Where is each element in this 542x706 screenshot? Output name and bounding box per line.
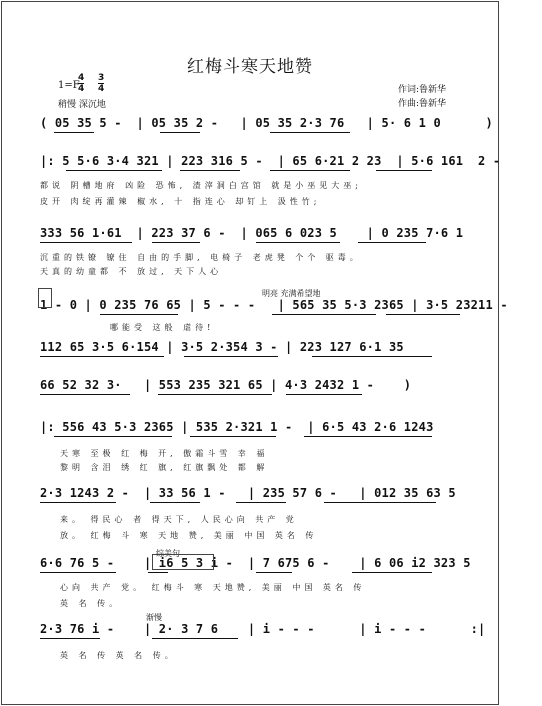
underline bbox=[40, 242, 132, 243]
song-title: 红梅斗寒天地赞 bbox=[187, 57, 313, 77]
time-signature-second: 3 4 bbox=[98, 73, 105, 94]
notation-line-4: 1 - 0 | 0 235 76 65 | 5 - - - | 565 35 5·3 2365 | 3·5 23211 - bbox=[40, 298, 523, 312]
lyric-line-6: 天寒 至极 红 梅 开, 傲霜斗雪 幸 福 bbox=[60, 449, 269, 458]
underline bbox=[304, 436, 432, 437]
underline bbox=[270, 170, 350, 171]
lyric-line-9: 放。 红梅 斗 寒 天地 赞, 美丽 中国 英名 传 bbox=[60, 531, 318, 540]
phrase-box bbox=[152, 554, 214, 570]
score-line-3 bbox=[40, 226, 486, 250]
underline bbox=[152, 638, 238, 639]
expression-mark-slowing: 渐慢 bbox=[146, 613, 162, 622]
underline bbox=[100, 314, 178, 315]
notation-line-6: 66 52 32 3· | 553 235 321 65 | 4·3 2432 1 - ) bbox=[40, 378, 412, 392]
notation-line-8: 2·3 1243 2 - | 33 56 1 - | 235 57 6 - | 012 35 63 5 bbox=[40, 486, 464, 500]
expression-mark-phrase: 综美句 bbox=[156, 549, 180, 558]
underline bbox=[40, 502, 116, 503]
lyric-line-3: 沉重的铁镣 镣住 自由的手脚, 电椅子 老虎凳 个个 驱毒。 bbox=[40, 253, 362, 262]
score-line-2 bbox=[40, 154, 516, 178]
lyric-line-2: 皮开 肉绽再灌辣 椒水, 十 指连心 却钉上 汲性竹; bbox=[40, 197, 321, 206]
score-line-6 bbox=[40, 378, 472, 402]
underline bbox=[40, 394, 130, 395]
underline bbox=[152, 242, 200, 243]
underline bbox=[150, 502, 200, 503]
underline bbox=[180, 170, 240, 171]
underline bbox=[312, 356, 432, 357]
lyric-line-1: 都说 阴槽地府 凶险 恐怖, 渣滓洞白宫馆 就是小巫见大巫; bbox=[40, 181, 362, 190]
score-line-9 bbox=[40, 556, 479, 580]
underline bbox=[190, 436, 276, 437]
underline bbox=[40, 638, 100, 639]
score-line-5 bbox=[40, 340, 472, 364]
lyric-line-4: 天真的幼童都 不 放过, 天下人心 bbox=[40, 267, 223, 276]
underline bbox=[256, 572, 292, 573]
score-line-10 bbox=[40, 622, 486, 646]
underline bbox=[256, 242, 340, 243]
underline bbox=[40, 356, 164, 357]
expression-mark-bright: 明亮 充满希望地 bbox=[262, 289, 321, 298]
key-signature: 1=F bbox=[58, 80, 80, 91]
underline bbox=[158, 394, 272, 395]
tempo-marking: 稍慢 深沉地 bbox=[58, 100, 106, 110]
underline bbox=[160, 132, 200, 133]
underline bbox=[148, 572, 168, 573]
notation-line-9: 6·6 76 5 - | i6 5 3 i - | 7 675 6 - | 6 06 i2 323 5 bbox=[40, 556, 479, 570]
lyric-line-10: 心向 共产 党。 红梅斗 寒 天地赞, 美丽 中国 英名 传 bbox=[60, 583, 366, 592]
notation-line-2: |: 5 5·6 3·4 321 | 223 316 5 - | 65 6·21 2 23 | 5·6 161 2 - bbox=[40, 154, 516, 168]
underline bbox=[66, 170, 162, 171]
underline bbox=[358, 242, 426, 243]
notation-line-7: |: 556 43 5·3 2365 | 535 2·321 1 - | 6·5 43 2·6 1243 bbox=[40, 420, 441, 434]
underline bbox=[286, 394, 362, 395]
time-signature-first: 4 4 bbox=[78, 73, 85, 94]
lyric-line-11: 英 名 传。 bbox=[60, 599, 122, 608]
underline bbox=[184, 356, 278, 357]
underline bbox=[236, 502, 286, 503]
underline bbox=[54, 436, 172, 437]
score-line-4 bbox=[40, 298, 523, 322]
score-line-7 bbox=[40, 420, 472, 444]
underline bbox=[40, 572, 116, 573]
notation-line-3: 333 56 1·61 | 223 37 6 - | 065 6 023 5 | 0 235 7·6 1 bbox=[40, 226, 486, 240]
underline bbox=[54, 132, 94, 133]
lyric-line-5: 哪能受 这般 虐待! bbox=[110, 323, 215, 332]
notation-line-1: ( 05 35 5 - | 05 35 2 - | 05 35 2·3 76 | 5· 6 1 0 ) bbox=[40, 116, 493, 130]
lyric-line-12: 英 名 传 英 名 传。 bbox=[60, 651, 177, 660]
underline bbox=[270, 132, 350, 133]
underline bbox=[272, 314, 376, 315]
score-line-8 bbox=[40, 486, 472, 510]
lyric-line-8: 来。 得民心 者 得天下, 人民心向 共产 党 bbox=[60, 515, 298, 524]
underline bbox=[352, 572, 432, 573]
meter-change-box bbox=[38, 288, 52, 308]
underline bbox=[376, 170, 432, 171]
underline bbox=[386, 314, 460, 315]
lyric-line-7: 黎明 含泪 绣 红 旗, 红旗飘处 都 解 bbox=[60, 463, 269, 472]
notation-line-10: 2·3 76 i - | 2· 3 7 6 | i - - - | i - - - :| bbox=[40, 622, 486, 636]
underline bbox=[324, 502, 436, 503]
score-line-1 bbox=[40, 116, 493, 140]
notation-line-5: 112 65 3·5 6·154 | 3·5 2·354 3 - | 223 127 6·1 35 bbox=[40, 340, 412, 354]
composer-credit: 作曲:鲁新华 bbox=[398, 99, 447, 109]
lyricist-credit: 作词:鲁新华 bbox=[398, 85, 447, 95]
